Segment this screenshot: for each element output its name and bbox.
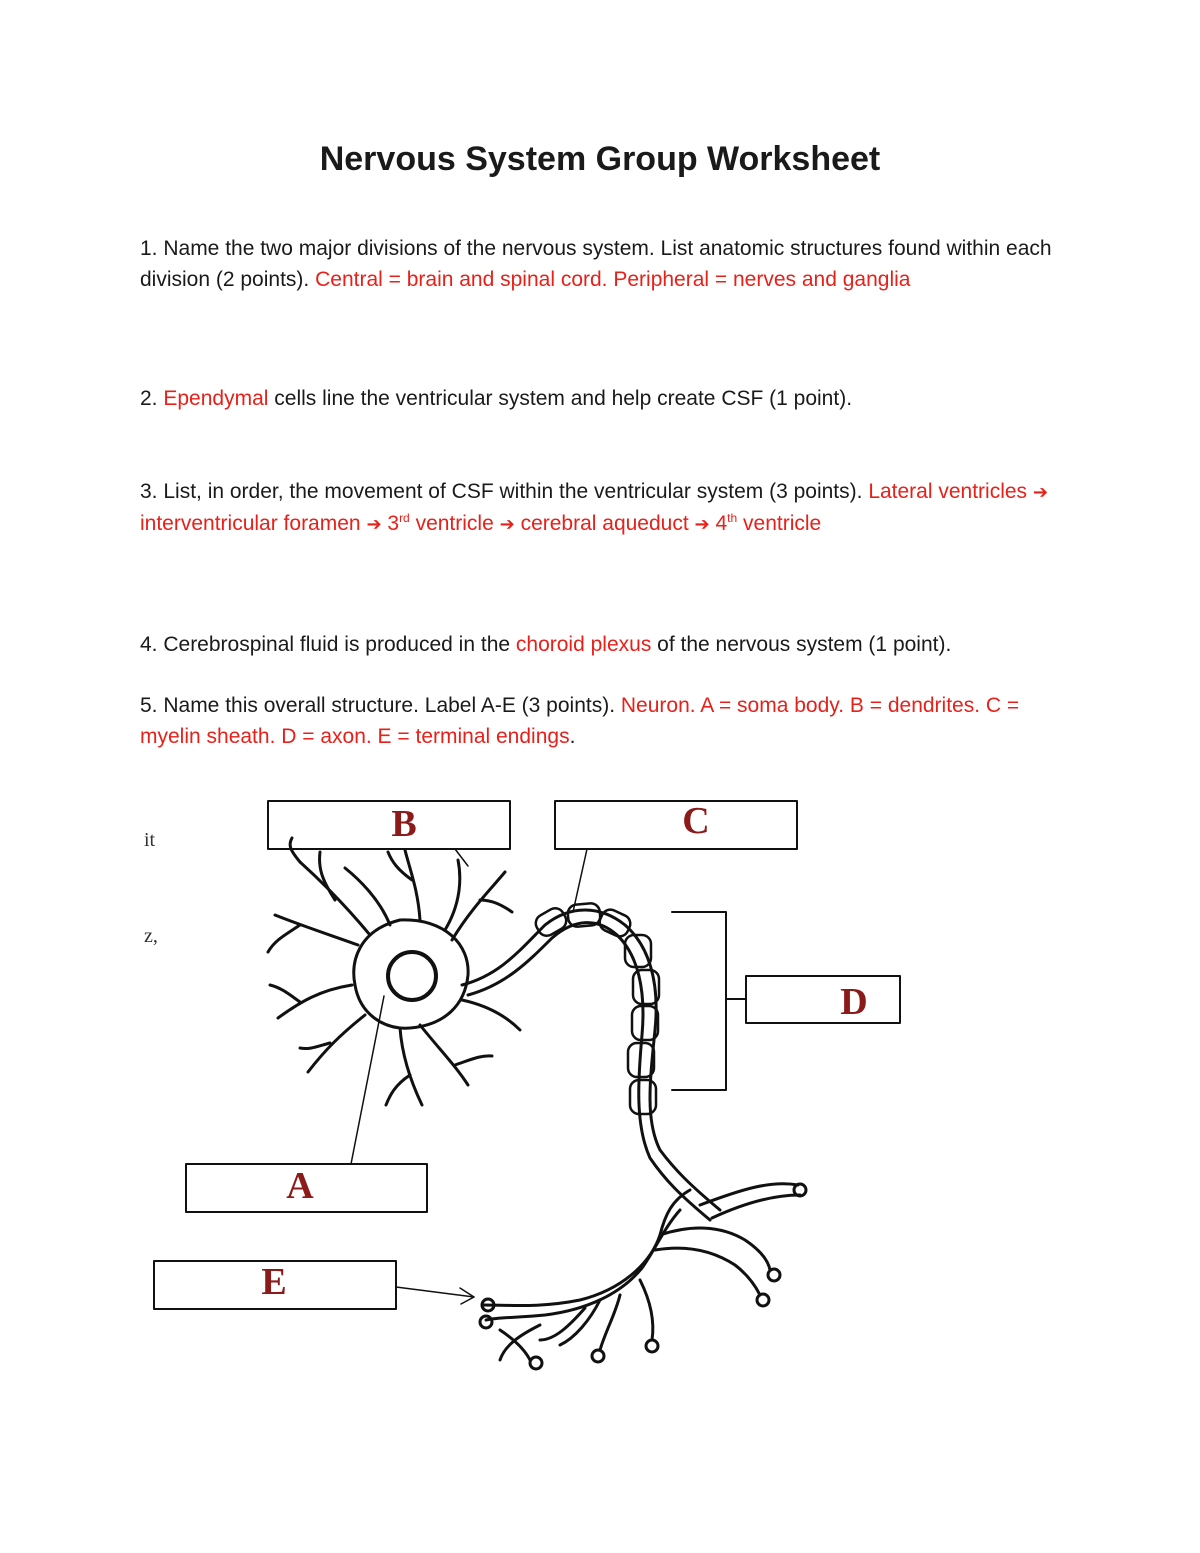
question-1-answer: Central = brain and spinal cord. Peripheral = nerves and ganglia [315, 268, 911, 291]
bracket-d [672, 912, 746, 1090]
neuron-diagram [0, 780, 1200, 1380]
question-1 [140, 233, 1060, 295]
arrow-e [396, 1287, 474, 1304]
page-title: Nervous System Group Worksheet [319, 140, 881, 178]
label-box-b[interactable] [268, 801, 510, 849]
arrow-icon: ➔ [499, 514, 515, 535]
answer-part: ventricle [415, 512, 494, 535]
question-2-prefix: 2. [140, 387, 158, 410]
dendrites [268, 838, 520, 1105]
label-b: B [391, 803, 417, 845]
question-1-text: 1. Name the two major divisions of the nervous system. List anatomic structures found within each division (2 points). [140, 237, 1052, 291]
axon [462, 910, 720, 1220]
answer-part: Lateral ventricles [868, 480, 1028, 503]
leader-line-b [455, 849, 468, 866]
label-box-d[interactable] [746, 976, 900, 1023]
leader-line-c [573, 849, 587, 912]
answer-part: 4 [715, 512, 728, 535]
label-a: A [286, 1165, 314, 1207]
answer-part: cerebral aqueduct [520, 512, 689, 535]
arrow-icon: ➔ [1032, 482, 1048, 503]
question-2 [140, 383, 1060, 414]
question-4-answer: choroid plexus [515, 633, 652, 656]
question-5-end: . [569, 725, 576, 748]
question-5 [140, 690, 1060, 752]
question-5-text: 5. Name this overall structure. Label A-E (3 points). [140, 694, 616, 717]
answer-part: 3 [387, 512, 400, 535]
label-d: D [840, 981, 868, 1023]
label-box-c[interactable] [555, 801, 797, 849]
answer-superscript: th [727, 511, 738, 525]
question-2-text: cells line the ventricular system and help create CSF (1 point). [274, 387, 853, 410]
margin-fragment: z, [144, 925, 158, 947]
answer-part: interventricular foramen [140, 512, 361, 535]
question-4-text-before: 4. Cerebrospinal fluid is produced in the [140, 633, 511, 656]
answer-superscript: rd [399, 511, 410, 525]
axon-terminals [480, 1184, 806, 1369]
question-4 [140, 629, 1060, 660]
question-4-text-after: of the nervous system (1 point). [657, 633, 952, 656]
question-2-answer: Ependymal [163, 387, 269, 410]
arrow-icon: ➔ [366, 514, 382, 535]
nucleus [388, 952, 436, 1000]
arrow-icon: ➔ [694, 514, 710, 535]
label-c: C [682, 800, 710, 842]
question-5-answer: Neuron. A = soma body. B = dendrites. C = myelin sheath. D = axon. E = terminal endings [140, 694, 1020, 748]
question-3 [140, 476, 1060, 540]
label-e: E [261, 1261, 287, 1303]
answer-part: ventricle [743, 512, 822, 535]
question-3-text: 3. List, in order, the movement of CSF within the ventricular system (3 points). [140, 480, 863, 503]
margin-fragment: it [144, 829, 156, 851]
